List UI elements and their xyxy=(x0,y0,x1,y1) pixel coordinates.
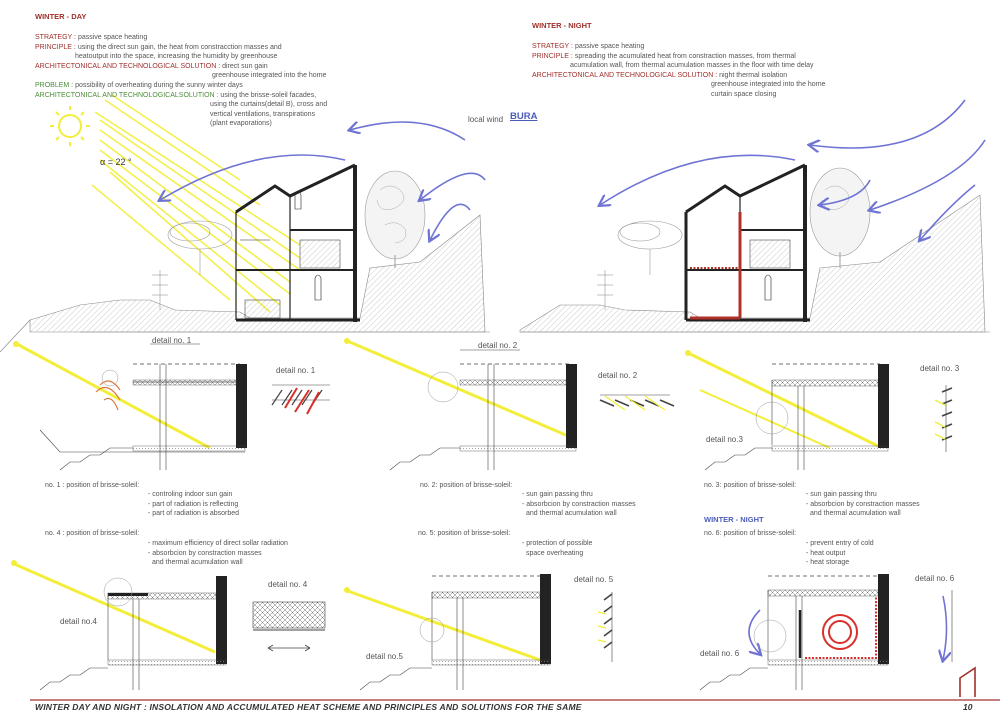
night-section xyxy=(520,100,990,332)
detail-3-label: detail no.3 xyxy=(706,435,743,444)
sun-angle-label: α = 22 ° xyxy=(100,157,132,167)
night-principle-key: PRINCIPLE : xyxy=(532,52,573,60)
note-2-item-2: - absorbcion by constraction masses xyxy=(522,500,636,508)
page-number: 10 xyxy=(963,702,973,712)
note-1-item-3: - part of radiation is absorbed xyxy=(148,510,240,517)
night-heading: WINTER - NIGHT xyxy=(532,21,592,30)
note-2-item-3: and thermal acumulation wall xyxy=(526,510,617,517)
tree-right xyxy=(365,171,425,268)
note-4-item-1: - maximum efficiency of direct sollar radiation xyxy=(148,540,288,547)
night-solution-val3: curtain space closing xyxy=(711,90,777,98)
day-solution2-val1: using the brisse-soleil facades, xyxy=(220,91,317,99)
house-night xyxy=(686,165,810,322)
day-principle-val1: using the direct sun gain, the heat from constracction masses and xyxy=(77,43,282,51)
detail-5-blowup xyxy=(598,592,612,662)
detail-6-blowup xyxy=(943,590,952,662)
night-principle-val2: acumulation wall, from thermal acumulation masses in the floor with time delay xyxy=(570,62,814,69)
detail-3-section xyxy=(685,350,889,470)
note-4-item-3: and thermal acumulation wall xyxy=(152,559,243,566)
detail-1-label: detail no. 1 xyxy=(152,336,192,345)
day-principle-key: PRINCIPLE : xyxy=(35,43,76,51)
detail-6-label: detail no. 6 xyxy=(700,649,740,658)
night-solution-key: ARCHITECTONICAL AND TECHNOLOGICAL SOLUTION : xyxy=(532,71,718,79)
night-solution-val2: greenhouse integrated into the home xyxy=(711,81,826,88)
day-principle-val2: heatoutput into the space, increasing the humidity by greenhouse xyxy=(75,53,278,60)
note-3-item-2: - absorbcion by constraction masses xyxy=(806,500,920,508)
footer-title: WINTER DAY AND NIGHT : INSOLATION AND ACCUMULATED HEAT SCHEME AND PRINCIPLES AND SOLUTIONS FOR THE SAME xyxy=(35,702,582,712)
note-5-item-2: space overheating xyxy=(526,549,584,557)
note-5-item-1: - protection of possible xyxy=(522,540,593,547)
day-solution-val1: direct sun gain xyxy=(222,62,268,70)
detail-6-section xyxy=(700,574,889,690)
note-4-item-2: - absorbcion by constraction masses xyxy=(148,549,262,557)
night-strategy xyxy=(532,42,644,52)
note-2-item-1: - sun gain passing thru xyxy=(522,491,593,498)
day-problem-key: PROBLEM : xyxy=(35,82,74,89)
day-problem-val: possibility of overheating during the sunny winter days xyxy=(75,82,243,89)
detail-4-blowup-label: detail no. 4 xyxy=(268,580,308,589)
detail-2-section xyxy=(344,338,577,470)
note-4-title: no. 4 : position of brisse-soleil: xyxy=(45,530,140,537)
note-3-item-3: and thermal acumulation wall xyxy=(810,510,901,517)
day-solution2-val4: (plant evaporations) xyxy=(210,120,272,127)
detail-5-label: detail no.5 xyxy=(366,652,403,661)
sun-icon xyxy=(50,106,90,146)
house-logo-icon xyxy=(960,668,975,697)
note-6-item-2: - heat output xyxy=(806,549,846,557)
day-strategy-key: STRATEGY : xyxy=(35,34,76,41)
note-6-heading: WINTER - NIGHT xyxy=(704,515,764,524)
day-principle xyxy=(35,43,282,53)
day-problem xyxy=(35,81,243,91)
detail-4-section xyxy=(11,560,227,690)
night-solution-val1: night thermal isolation xyxy=(719,71,788,79)
night-principle-val1: spreading the acumulated heat from constraction masses, from thermal xyxy=(574,52,796,60)
tree-right-night xyxy=(810,168,870,268)
note-6-item-3: - heat storage xyxy=(806,559,850,566)
night-principle xyxy=(532,52,796,62)
detail-5-section xyxy=(344,574,551,690)
note-3-item-1: - sun gain passing thru xyxy=(806,491,877,498)
detail-6-blowup-label: detail no. 6 xyxy=(915,574,955,583)
detail-3-blowup-label: detail no. 3 xyxy=(920,364,960,373)
day-solution xyxy=(35,62,268,72)
day-strategy xyxy=(35,33,147,43)
detail-4-label: detail no.4 xyxy=(60,617,97,626)
day-solution2 xyxy=(35,91,316,101)
night-strategy-key: STRATEGY : xyxy=(532,43,573,50)
night-solution xyxy=(532,71,787,81)
day-solution2-val2: using the curtains(detail B), cross and xyxy=(210,101,328,108)
detail-1-blowup-label: detail no. 1 xyxy=(276,366,316,375)
wind-label: local wind xyxy=(468,115,504,124)
detail-5-blowup-label: detail no. 5 xyxy=(574,575,614,584)
note-6-item-1: - prevent entry of cold xyxy=(806,540,874,547)
day-heading: WINTER - DAY xyxy=(35,12,87,21)
day-solution2-val3: vertical ventilations, transpirations xyxy=(210,110,316,118)
note-5-title: no. 5: position of brisse-soleil: xyxy=(418,530,511,537)
note-1-item-2: - part of radiation is reflecting xyxy=(148,500,239,508)
day-solution-val2: greenhouse integrated into the home xyxy=(212,72,327,79)
detail-1-section xyxy=(13,341,247,470)
detail-2-blowup xyxy=(600,395,674,410)
day-solution-key: ARCHITECTONICAL AND TECHNOLOGICAL SOLUTION : xyxy=(35,62,221,70)
note-1-title: no. 1 : position of brisse-soleil: xyxy=(45,482,140,489)
note-6-title: no. 6: position of brisse-soleil: xyxy=(704,530,797,537)
note-3-title: no. 3: position of brisse-soleil: xyxy=(704,482,797,489)
note-2-title: no. 2: position of brisse-soleil: xyxy=(420,482,513,489)
detail-2-blowup-label: detail no. 2 xyxy=(598,371,638,380)
day-solution2-key: ARCHITECTONICAL AND TECHNOLOGICALSOLUTION : xyxy=(35,91,219,99)
detail-4-blowup xyxy=(253,602,325,651)
detail-2-label: detail no. 2 xyxy=(478,341,518,350)
note-1-item-1: - controling indoor sun gain xyxy=(148,491,233,498)
detail-3-blowup xyxy=(935,385,952,452)
wind-name: BURA xyxy=(510,111,538,122)
day-section xyxy=(0,95,490,352)
day-strategy-val: passive space heating xyxy=(77,34,148,41)
detail-1-blowup xyxy=(272,385,330,414)
tree-left-night xyxy=(597,221,682,310)
thermal-mass-night xyxy=(690,212,740,318)
night-strategy-val: passive space heating xyxy=(574,43,645,50)
